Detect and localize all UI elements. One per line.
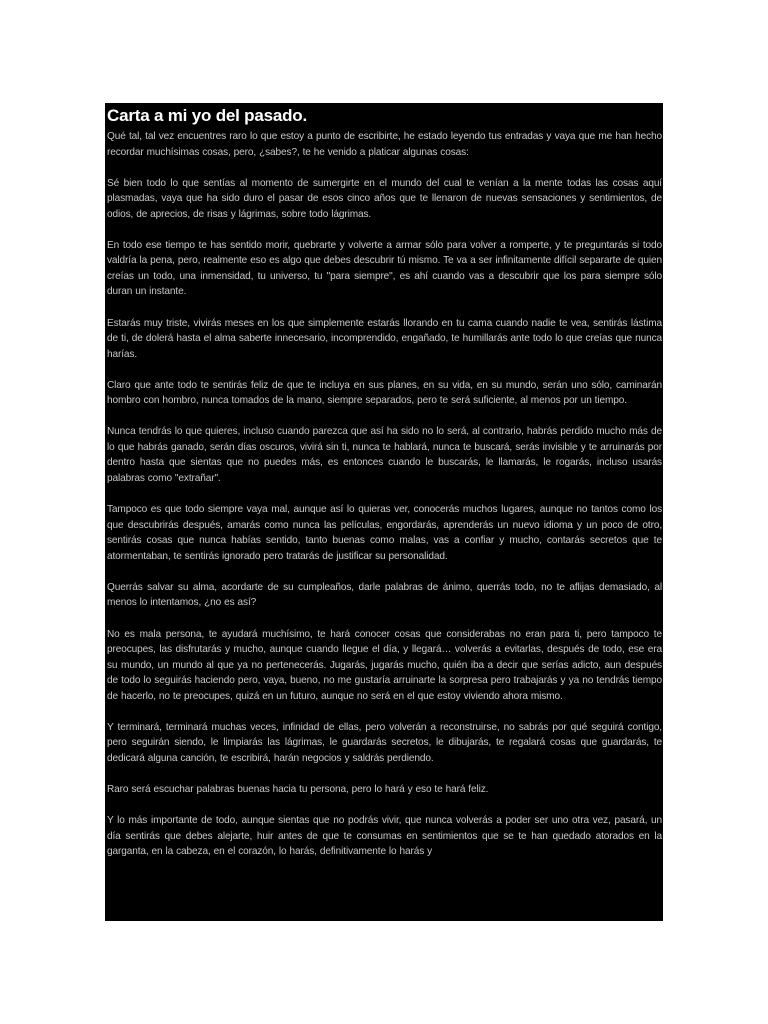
letter-paragraph: Claro que ante todo te sentirás feliz de que te incluya en sus planes, en su vida, en su mundo, serán uno sólo, caminarán hombro con hombro, nunca tomados de la mano, siempre separados, pero te será suficiente, al menos por un tiempo. xyxy=(107,379,662,407)
letter-document xyxy=(105,103,663,921)
letter-paragraph: Tampoco es que todo siempre vaya mal, aunque así lo quieras ver, conocerás muchos lugares, aunque no tantos como los que descubrirás después, amarás como nunca las películas, engordarás, aprenderás un nuevo idioma y un poco de otro, sentirás cosas que nunca habías sentido, tanto buenas como malas, vas a confiar y mucho, contarás secretos que te atormentaban, te sentirás ignorado pero tratarás de justificar su personalidad. xyxy=(107,504,662,562)
letter-paragraph: Querrás salvar su alma, acordarte de su cumpleaños, darle palabras de ánimo, querrás todo, no te aflijas demasiado, al menos lo intentamos, ¿no es así? xyxy=(107,581,662,609)
letter-paragraph: Y terminará, terminará muchas veces, infinidad de ellas, pero volverán a reconstruirse, no sabrás por qué seguirá contigo, pero seguirán siendo, le limpiarás las lágrimas, le guardarás secretos, le dibujarás, te regalará cosas que guardarás, te dedicará alguna canción, te escribirá, harán negocios y saldrás perdiendo. xyxy=(107,721,662,764)
letter-paragraph: Sé bien todo lo que sentías al momento de sumergirte en el mundo del cual te venían a la mente todas las cosas aquí plasmadas, vaya que ha sido duro el pasar de esos cinco años que te llenaron de nuevas sensaciones y sentimientos, de odios, de aprecios, de risas y lágrimas, sobre todo lágrimas. xyxy=(107,177,662,220)
letter-paragraph: Estarás muy triste, vivirás meses en los que simplemente estarás llorando en tu cama cuando nadie te vea, sentirás lástima de ti, de dolerá hasta el alma saberte innecesario, incomprendido, engañado, te humillarás ante todo lo que creías que nunca harías. xyxy=(107,317,662,360)
letter-paragraph: En todo ese tiempo te has sentido morir, quebrarte y volverte a armar sólo para volver a romperte, y te preguntarás si todo valdría la pena, pero, realmente eso es algo que debes descubrir tú mismo. Te va a ser infinitamente difícil separarte de quien creías un todo, una inmensidad, tu universo, tu "para siempre", es ahí cuando vas a descubrir que los para siempre sólo duran un instante. xyxy=(107,239,662,298)
letter-title: Carta a mi yo del pasado. xyxy=(107,106,308,125)
letter-paragraph: Y lo más importante de todo, aunque sientas que no podrás vivir, que nunca volverás a poder ser uno otra vez, pasará, un día sentirás que debes alejarte, huir antes de que te consumas en sentimientos que se te han quedado atorados en la garganta, en la cabeza, en el corazón, lo harás, definitivamente lo harás y xyxy=(107,815,662,858)
letter-paragraph: No es mala persona, te ayudará muchísimo, te hará conocer cosas que considerabas no eran para ti, pero tampoco te preocupes, las disfrutarás y mucho, aunque cuando llegue el día, y llegará… volverás a evitarlas, después de todo, ese era su mundo, un mundo al que ya no pertenecerás. Jugarás, jugarás mucho, quién iba a decir que serías adicto, aun después de todo lo seguirás haciendo pero, vaya, bueno, no me gustaría arruinarte la sorpresa pero trabajarás y ya no tendrás tiempo de hacerlo, no te preocupes, quizá en un futuro, aunque no será en el que estoy viviendo ahora mismo. xyxy=(107,628,662,702)
letter-paragraph: Raro será escuchar palabras buenas hacia tu persona, pero lo hará y eso te hará feliz. xyxy=(107,783,489,795)
letter-paragraph: Qué tal, tal vez encuentres raro lo que estoy a punto de escribirte, he estado leyendo tus entradas y vaya que me han hecho recordar muchísimas cosas, pero, ¿sabes?, te he venido a platicar algunas cosas: xyxy=(107,131,662,158)
letter-paragraph: Nunca tendrás lo que quieres, incluso cuando parezca que así ha sido no lo será, al contrario, habrás perdido mucho más de lo que habrás ganado, serán días oscuros, vivirá sin ti, nunca te hablará, nunca te buscará, serás invisible y te arruinarás por dentro hasta que sientas que no puedes más, es entonces cuando le buscarás, le llamarás, le rogarás, incluso usarás palabras como "extrañar". xyxy=(107,426,662,485)
